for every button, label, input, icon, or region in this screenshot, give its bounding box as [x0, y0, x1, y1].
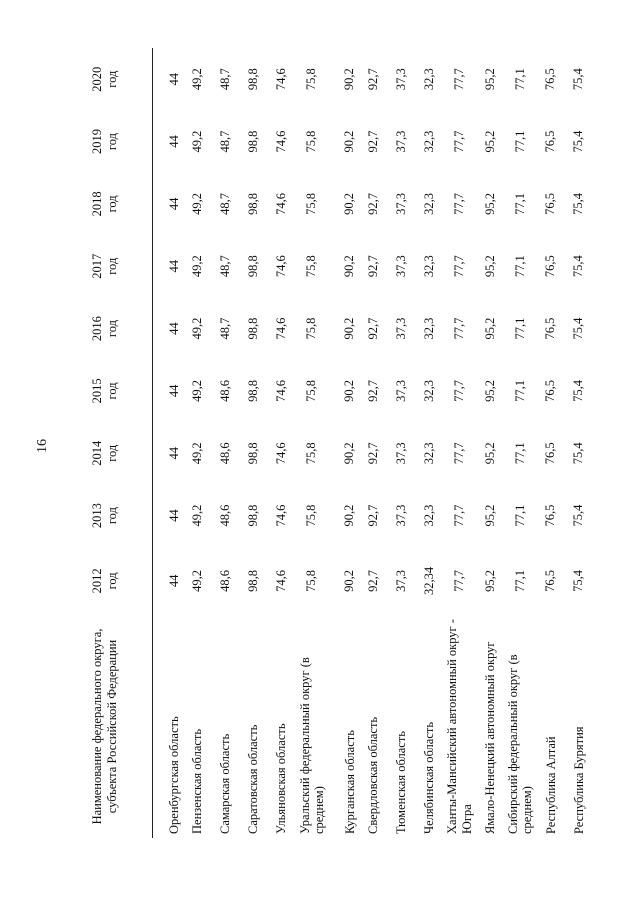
row-value-cell: 74,6 — [274, 130, 288, 153]
table-row — [240, 48, 268, 838]
row-value-cell: 75,8 — [304, 317, 319, 340]
row-value-cell: 92,7 — [365, 68, 380, 91]
row-region-name: Сибирский федеральный округ (в среднем) — [506, 654, 535, 834]
table-row — [443, 48, 476, 838]
row-region-name: Тюменская область — [394, 731, 409, 834]
row-value-cell: 76,5 — [543, 255, 558, 278]
row-value-cell: 75,4 — [571, 255, 586, 278]
row-value-cell: 77,1 — [512, 192, 527, 215]
row-value-cell: 37,3 — [393, 317, 408, 340]
row-value-cell: 77,7 — [452, 569, 467, 592]
year-unit: год — [104, 444, 119, 462]
data-table — [58, 48, 593, 838]
row-value-cell: 90,2 — [342, 68, 357, 91]
row-region-name: Пензенская область — [190, 728, 205, 834]
row-value-cell: 90,2 — [342, 379, 357, 402]
year-unit: год — [104, 572, 119, 590]
row-value-cell: 90,2 — [342, 130, 357, 153]
row-region-name: Свердловская область — [366, 716, 381, 834]
row-value-cell: 44 — [166, 509, 181, 522]
year-unit: год — [104, 320, 119, 338]
row-value-cell: 76,5 — [543, 68, 558, 91]
table-row — [359, 48, 387, 838]
row-value-cell: 95,2 — [482, 379, 497, 402]
row-value-cell: 49,2 — [190, 504, 204, 527]
row-value-cell: 49,2 — [190, 192, 204, 215]
row-value-cell: 95,2 — [482, 68, 497, 91]
header-year-2016 — [58, 297, 152, 359]
row-region-name: Уральский федеральный округ (в среднем) — [297, 657, 326, 834]
row-value-cell: 98,8 — [246, 317, 260, 340]
row-value-cell: 75,4 — [571, 442, 586, 465]
row-value-cell: 32,3 — [421, 317, 436, 340]
row-value-cell: 48,7 — [218, 255, 232, 278]
row-value-cell: 90,2 — [342, 255, 357, 278]
table-row — [152, 48, 184, 838]
row-value-cell: 76,5 — [543, 569, 558, 592]
row-value-cell: 90,2 — [342, 192, 357, 215]
row-value-cell: 74,6 — [274, 379, 288, 402]
row-value-cell: 74,6 — [274, 68, 288, 91]
row-value-cell: 92,7 — [365, 379, 380, 402]
row-value-cell: 77,7 — [452, 192, 467, 215]
row-value-cell: 76,5 — [543, 504, 558, 527]
row-value-cell: 49,2 — [190, 569, 204, 592]
rotated-table-frame — [58, 48, 586, 838]
row-value-cell: 44 — [166, 574, 181, 588]
year-label: 2016 — [90, 316, 105, 342]
table-row — [296, 48, 329, 838]
row-value-cell: 98,8 — [246, 504, 260, 527]
row-value-cell: 32,3 — [421, 442, 436, 465]
row-region-name: Курганская область — [342, 730, 357, 834]
row-value-cell: 75,8 — [304, 192, 319, 215]
page-number: 16 — [35, 439, 50, 453]
row-value-cell: 95,2 — [482, 442, 497, 465]
row-value-cell: 37,3 — [393, 504, 408, 527]
row-region-name: Оренбургская область — [166, 716, 181, 834]
row-value-cell: 48,7 — [218, 130, 232, 153]
row-value-cell: 98,8 — [246, 569, 260, 592]
header-year-2019 — [58, 110, 152, 172]
row-value-cell: 75,4 — [571, 192, 586, 215]
year-unit: год — [104, 195, 119, 213]
year-unit: год — [104, 257, 119, 275]
row-region-name: Самарская область — [218, 733, 233, 834]
table-row — [537, 48, 565, 838]
table-row — [504, 48, 537, 838]
row-value-cell: 90,2 — [342, 569, 357, 592]
row-value-cell: 49,2 — [190, 379, 204, 402]
table-header-row — [58, 48, 152, 838]
row-value-cell: 44 — [166, 322, 181, 335]
row-value-cell: 90,2 — [342, 504, 357, 527]
row-value-cell: 95,2 — [482, 504, 497, 527]
row-value-cell: 77,1 — [512, 130, 527, 153]
row-value-cell: 92,7 — [365, 504, 380, 527]
header-year-2014 — [58, 422, 152, 484]
row-value-cell: 98,8 — [246, 130, 260, 153]
row-value-cell: 49,2 — [190, 317, 204, 340]
row-value-cell: 75,8 — [304, 569, 319, 592]
row-value-cell: 37,3 — [393, 379, 408, 402]
row-value-cell: 32,3 — [421, 255, 436, 278]
row-value-cell: 75,8 — [304, 130, 319, 153]
table-row — [328, 48, 359, 838]
row-value-cell: 32,3 — [421, 504, 436, 527]
row-value-cell: 32,3 — [421, 379, 436, 402]
row-value-cell: 95,2 — [482, 317, 497, 340]
row-value-cell: 74,6 — [274, 255, 288, 278]
table-row — [415, 48, 443, 838]
table-body — [152, 48, 593, 838]
row-value-cell: 75,8 — [304, 442, 319, 465]
year-label: 2015 — [90, 378, 105, 404]
row-value-cell: 75,8 — [304, 68, 319, 91]
table-row — [268, 48, 296, 838]
row-value-cell: 77,1 — [512, 68, 527, 91]
year-unit: год — [104, 70, 119, 88]
year-label: 2018 — [90, 191, 105, 217]
row-value-cell: 48,6 — [218, 442, 232, 465]
row-value-cell: 92,7 — [365, 569, 380, 592]
year-label: 2014 — [90, 440, 105, 466]
row-value-cell: 37,3 — [393, 130, 408, 153]
year-label: 2012 — [90, 568, 105, 594]
row-value-cell: 74,6 — [274, 317, 288, 340]
row-value-cell: 76,5 — [543, 442, 558, 465]
table-container — [58, 48, 586, 838]
row-value-cell: 37,3 — [393, 442, 408, 465]
row-value-cell: 92,7 — [365, 442, 380, 465]
row-value-cell: 76,5 — [543, 192, 558, 215]
row-value-cell: 77,7 — [452, 317, 467, 340]
row-value-cell: 95,2 — [482, 569, 497, 592]
row-value-cell: 44 — [166, 259, 181, 273]
row-value-cell: 98,8 — [246, 379, 260, 402]
row-value-cell: 75,4 — [571, 68, 586, 91]
row-value-cell: 75,4 — [571, 130, 586, 153]
year-unit: год — [104, 507, 119, 525]
row-value-cell: 92,7 — [365, 130, 380, 153]
row-value-cell: 77,1 — [512, 379, 527, 402]
row-value-cell: 77,1 — [512, 317, 527, 340]
row-value-cell: 98,8 — [246, 442, 260, 465]
row-value-cell: 75,8 — [304, 504, 319, 527]
header-year-2015 — [58, 360, 152, 422]
year-unit: год — [104, 382, 119, 400]
row-value-cell: 92,7 — [365, 192, 380, 215]
row-value-cell: 49,2 — [190, 442, 204, 465]
row-value-cell: 48,6 — [218, 569, 232, 592]
row-value-cell: 76,5 — [543, 379, 558, 402]
row-value-cell: 98,8 — [246, 192, 260, 215]
row-value-cell: 74,6 — [274, 569, 288, 592]
row-value-cell: 76,5 — [543, 317, 558, 340]
row-value-cell: 77,7 — [452, 379, 467, 402]
row-value-cell: 95,2 — [482, 130, 497, 153]
row-value-cell: 77,1 — [512, 255, 527, 278]
row-value-cell: 44 — [166, 72, 181, 86]
row-value-cell: 48,7 — [218, 317, 232, 340]
header-name-column: Наименование федерального округа, субъекта Российской Федерации — [58, 615, 152, 838]
row-value-cell: 48,6 — [218, 379, 232, 402]
row-value-cell: 77,1 — [512, 442, 527, 465]
row-value-cell: 44 — [166, 384, 181, 398]
row-value-cell: 37,3 — [393, 569, 408, 592]
row-value-cell: 90,2 — [342, 317, 357, 340]
row-region-name: Республика Алтай — [543, 736, 558, 834]
year-label: 2013 — [90, 503, 105, 529]
row-value-cell: 75,4 — [571, 317, 586, 340]
row-value-cell: 92,7 — [365, 255, 380, 278]
row-region-name: Ханты-Мансийский автономный округ - Югра — [445, 619, 474, 834]
row-value-cell: 95,2 — [482, 255, 497, 278]
row-value-cell: 32,34 — [421, 566, 436, 595]
row-value-cell: 77,1 — [512, 569, 527, 592]
row-value-cell: 49,2 — [190, 68, 204, 91]
year-label: 2020 — [90, 66, 105, 92]
row-value-cell: 44 — [166, 135, 181, 148]
row-value-cell: 77,7 — [452, 442, 467, 465]
row-value-cell: 77,7 — [452, 255, 467, 278]
row-value-cell: 74,6 — [274, 192, 288, 215]
row-value-cell: 74,6 — [274, 504, 288, 527]
row-region-name: Ульяновская область — [274, 723, 289, 834]
row-value-cell: 44 — [166, 447, 181, 460]
year-label: 2017 — [90, 253, 105, 279]
header-year-2013 — [58, 484, 152, 546]
row-value-cell: 75,4 — [571, 379, 586, 402]
row-value-cell: 77,7 — [452, 68, 467, 91]
row-value-cell: 75,4 — [571, 504, 586, 527]
row-value-cell: 44 — [166, 197, 181, 211]
row-value-cell: 92,7 — [365, 317, 380, 340]
row-value-cell: 32,3 — [421, 130, 436, 153]
row-value-cell: 37,3 — [393, 255, 408, 278]
row-value-cell: 48,7 — [218, 192, 232, 215]
row-region-name: Челябинская область — [422, 721, 437, 834]
table-row — [565, 48, 593, 838]
header-year-2017 — [58, 235, 152, 297]
header-year-2012 — [58, 547, 152, 615]
row-value-cell: 98,8 — [246, 255, 260, 278]
row-value-cell: 37,3 — [393, 192, 408, 215]
year-unit: год — [104, 133, 119, 151]
row-value-cell: 75,8 — [304, 255, 319, 278]
row-value-cell: 32,3 — [421, 68, 436, 91]
row-value-cell: 77,7 — [452, 504, 467, 527]
row-value-cell: 98,8 — [246, 68, 260, 91]
row-value-cell: 48,7 — [218, 68, 232, 91]
row-value-cell: 75,4 — [571, 569, 586, 592]
row-value-cell: 49,2 — [190, 130, 204, 153]
row-value-cell: 77,1 — [512, 504, 527, 527]
row-value-cell: 74,6 — [274, 442, 288, 465]
row-value-cell: 75,8 — [304, 379, 319, 402]
row-value-cell: 77,7 — [452, 130, 467, 153]
row-value-cell: 95,2 — [482, 192, 497, 215]
row-value-cell: 32,3 — [421, 192, 436, 215]
header-year-2018 — [58, 173, 152, 235]
year-label: 2019 — [90, 129, 105, 155]
table-row — [212, 48, 240, 838]
row-region-name: Саратовская область — [246, 724, 261, 834]
row-value-cell: 90,2 — [342, 442, 357, 465]
row-value-cell: 37,3 — [393, 68, 408, 91]
table-row — [387, 48, 415, 838]
table-row — [476, 48, 504, 838]
row-value-cell: 48,6 — [218, 504, 232, 527]
row-region-name: Ямало-Ненецкий автономный округ — [482, 641, 497, 834]
row-region-name: Республика Бурятия — [571, 726, 586, 834]
row-value-cell: 76,5 — [543, 130, 558, 153]
row-value-cell: 49,2 — [190, 255, 204, 278]
table-row — [184, 48, 212, 838]
header-year-2020 — [58, 48, 152, 110]
